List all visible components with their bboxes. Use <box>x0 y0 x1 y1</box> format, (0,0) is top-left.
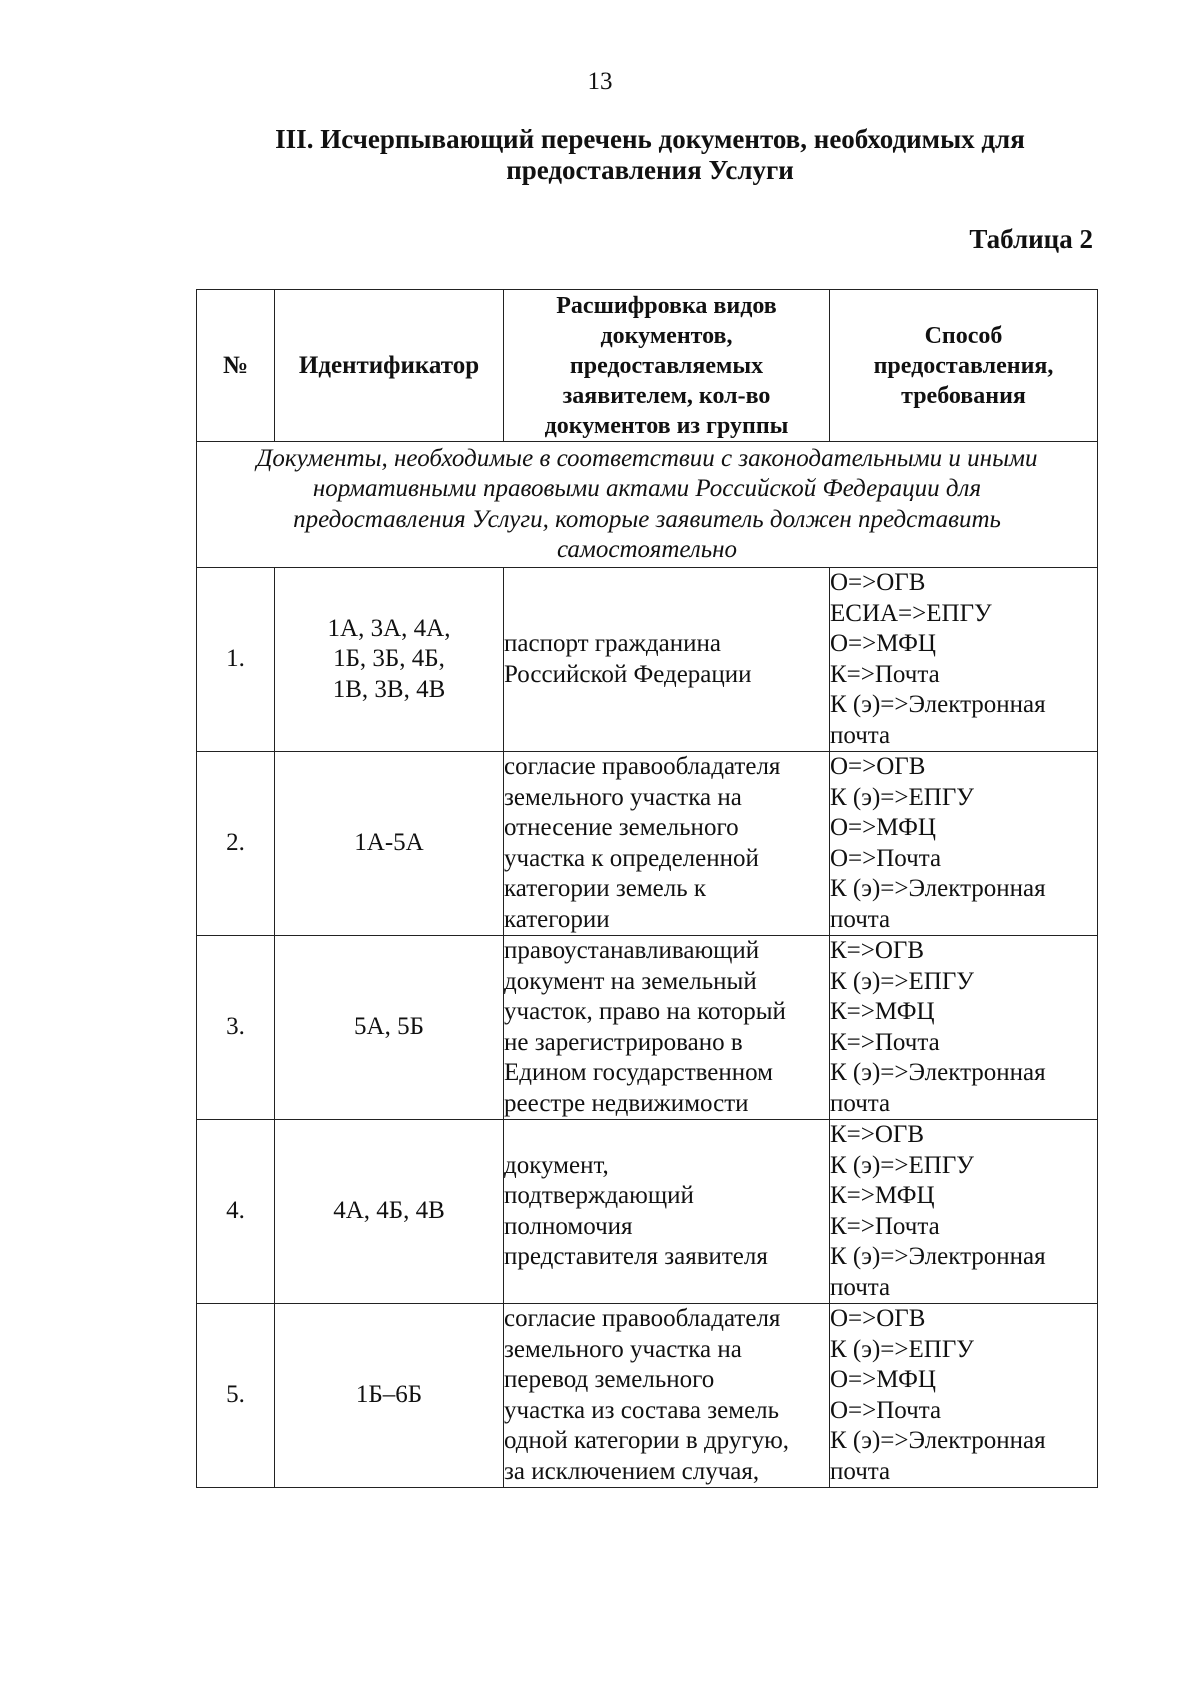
section-title <box>197 442 1098 568</box>
method-line: К=>Почта <box>830 660 940 688</box>
method-line: К (э)=>Электронная <box>830 1243 1046 1270</box>
method-line: К=>Почта <box>830 1028 940 1056</box>
method-line: К (э)=>ЕПГУ <box>830 783 974 811</box>
row-identifier <box>275 568 504 752</box>
method-line: О=>ОГВ <box>830 569 926 596</box>
method-line: К (э)=>Электронная <box>830 1059 1046 1086</box>
description-line: документ, <box>504 1151 609 1179</box>
section-title-line: предоставления Услуги, которые заявитель должен представить <box>293 505 1001 533</box>
table-row <box>197 752 1098 936</box>
header-description-line: предоставляемых <box>569 352 764 379</box>
method-line: О=>МФЦ <box>830 814 936 841</box>
identifier-line: 4А, 4Б, 4В <box>333 1197 445 1225</box>
row-identifier <box>275 1304 504 1488</box>
identifier-line: 1А, 3А, 4А, <box>327 614 451 642</box>
method-line: К=>ОГВ <box>830 1121 925 1148</box>
description-line: согласие правообладателя <box>504 1305 781 1332</box>
description-line: представителя заявителя <box>504 1243 768 1270</box>
method-line: К (э)=>Электронная <box>830 1427 1046 1454</box>
row-identifier <box>275 752 504 936</box>
section-title-line: самостоятельно <box>556 536 738 563</box>
table-row <box>197 568 1098 752</box>
description-line: категории земель к <box>504 875 707 902</box>
row-number <box>197 936 275 1120</box>
description-line: Едином государственном <box>504 1059 773 1086</box>
row-description <box>504 568 830 752</box>
row-number <box>197 752 275 936</box>
table-label: Таблица 2 <box>969 224 1093 254</box>
header-description-line: документов, <box>600 322 733 349</box>
row-number <box>197 1304 275 1488</box>
method-line: К (э)=>ЕПГУ <box>830 1151 974 1179</box>
identifier-line: 1Б, 3Б, 4Б, <box>333 645 445 673</box>
row-number-text: 1. <box>226 645 245 673</box>
identifier-line: 1А-5А <box>354 829 424 857</box>
method-line: К (э)=>Электронная <box>830 875 1046 902</box>
row-method <box>830 1120 1098 1304</box>
row-identifier <box>275 936 504 1120</box>
method-line: почта <box>830 721 891 749</box>
header-method-line: Способ <box>924 322 1003 349</box>
description-line: за исключением случая, <box>504 1457 760 1485</box>
row-number-text: 2. <box>226 829 245 857</box>
identifier-line: 5А, 5Б <box>354 1013 424 1041</box>
method-line: почта <box>830 1089 891 1117</box>
header-num: № <box>197 290 275 442</box>
description-line: не зарегистрировано в <box>504 1028 743 1056</box>
table-row <box>197 936 1098 1120</box>
description-line: согласие правообладателя <box>504 753 781 780</box>
header-description-line: документов из группы <box>544 412 789 439</box>
row-number-text: 4. <box>226 1197 245 1225</box>
row-number-text: 5. <box>226 1381 245 1409</box>
description-line: правоустанавливающий <box>504 937 760 964</box>
method-line: О=>МФЦ <box>830 1366 936 1393</box>
method-line: К (э)=>ЕПГУ <box>830 967 974 995</box>
description-line: документ на земельный <box>504 967 757 995</box>
table-row <box>197 1120 1098 1304</box>
row-number <box>197 1120 275 1304</box>
description-line: перевод земельного <box>504 1366 715 1393</box>
row-description <box>504 1120 830 1304</box>
description-line: участка к определенной <box>504 844 759 872</box>
row-description <box>504 936 830 1120</box>
description-line: полномочия <box>504 1212 633 1240</box>
description-line: земельного участка на <box>504 1335 742 1363</box>
method-line: почта <box>830 905 891 933</box>
identifier-line: 1Б–6Б <box>355 1381 423 1409</box>
description-line: подтверждающий <box>504 1182 694 1209</box>
method-line: К=>МФЦ <box>830 998 935 1025</box>
row-description <box>504 1304 830 1488</box>
description-line: отнесение земельного <box>504 814 739 841</box>
header-method-line: предоставления, <box>873 352 1054 379</box>
row-description <box>504 752 830 936</box>
header-method <box>830 290 1098 442</box>
identifier-line: 1В, 3В, 4В <box>332 675 446 703</box>
description-line: реестре недвижимости <box>504 1089 749 1117</box>
method-line: почта <box>830 1273 891 1301</box>
row-method <box>830 752 1098 936</box>
method-line: почта <box>830 1457 891 1485</box>
description-line: одной категории в другую, <box>504 1427 790 1454</box>
method-line: К (э)=>Электронная <box>830 691 1046 718</box>
description-line: участок, право на который <box>504 998 786 1025</box>
description-line: участка из состава земель <box>504 1396 780 1424</box>
heading-line: предоставления Услуги <box>506 155 794 185</box>
method-line: К=>ОГВ <box>830 937 925 964</box>
table-row <box>197 1304 1098 1488</box>
method-line: О=>Почта <box>830 844 942 872</box>
row-identifier <box>275 1120 504 1304</box>
page-number: 13 <box>587 68 613 95</box>
section-row <box>197 442 1098 568</box>
method-line: О=>ОГВ <box>830 753 926 780</box>
method-line: О=>ОГВ <box>830 1305 926 1332</box>
row-method <box>830 936 1098 1120</box>
description-line: паспорт гражданина <box>504 630 721 657</box>
method-line: К (э)=>ЕПГУ <box>830 1335 974 1363</box>
method-line: К=>Почта <box>830 1212 940 1240</box>
section-heading <box>150 124 1150 186</box>
row-method <box>830 568 1098 752</box>
heading-line: III. Исчерпывающий перечень документов, необходимых для <box>275 124 1025 154</box>
section-title-line: нормативными правовыми актами Российской Федерации для <box>312 475 982 502</box>
header-row <box>197 290 1098 442</box>
section-title-line: Документы, необходимые в соответствии с законодательными и иными <box>256 444 1038 472</box>
method-line: О=>МФЦ <box>830 630 936 657</box>
header-identifier: Идентификатор <box>275 290 504 442</box>
method-line: О=>Почта <box>830 1396 942 1424</box>
row-number-text: 3. <box>226 1013 245 1041</box>
description-line: категории <box>504 905 610 933</box>
description-line: земельного участка на <box>504 783 742 811</box>
method-line: К=>МФЦ <box>830 1182 935 1209</box>
row-method <box>830 1304 1098 1488</box>
row-number <box>197 568 275 752</box>
header-description-line: Расшифровка видов <box>556 292 777 319</box>
description-line: Российской Федерации <box>504 660 752 688</box>
header-description-line: заявителем, кол-во <box>562 382 771 409</box>
header-method-line: требования <box>901 382 1026 409</box>
header-description <box>504 290 830 442</box>
method-line: ЕСИА=>ЕПГУ <box>830 599 992 627</box>
documents-table <box>196 289 1098 1488</box>
